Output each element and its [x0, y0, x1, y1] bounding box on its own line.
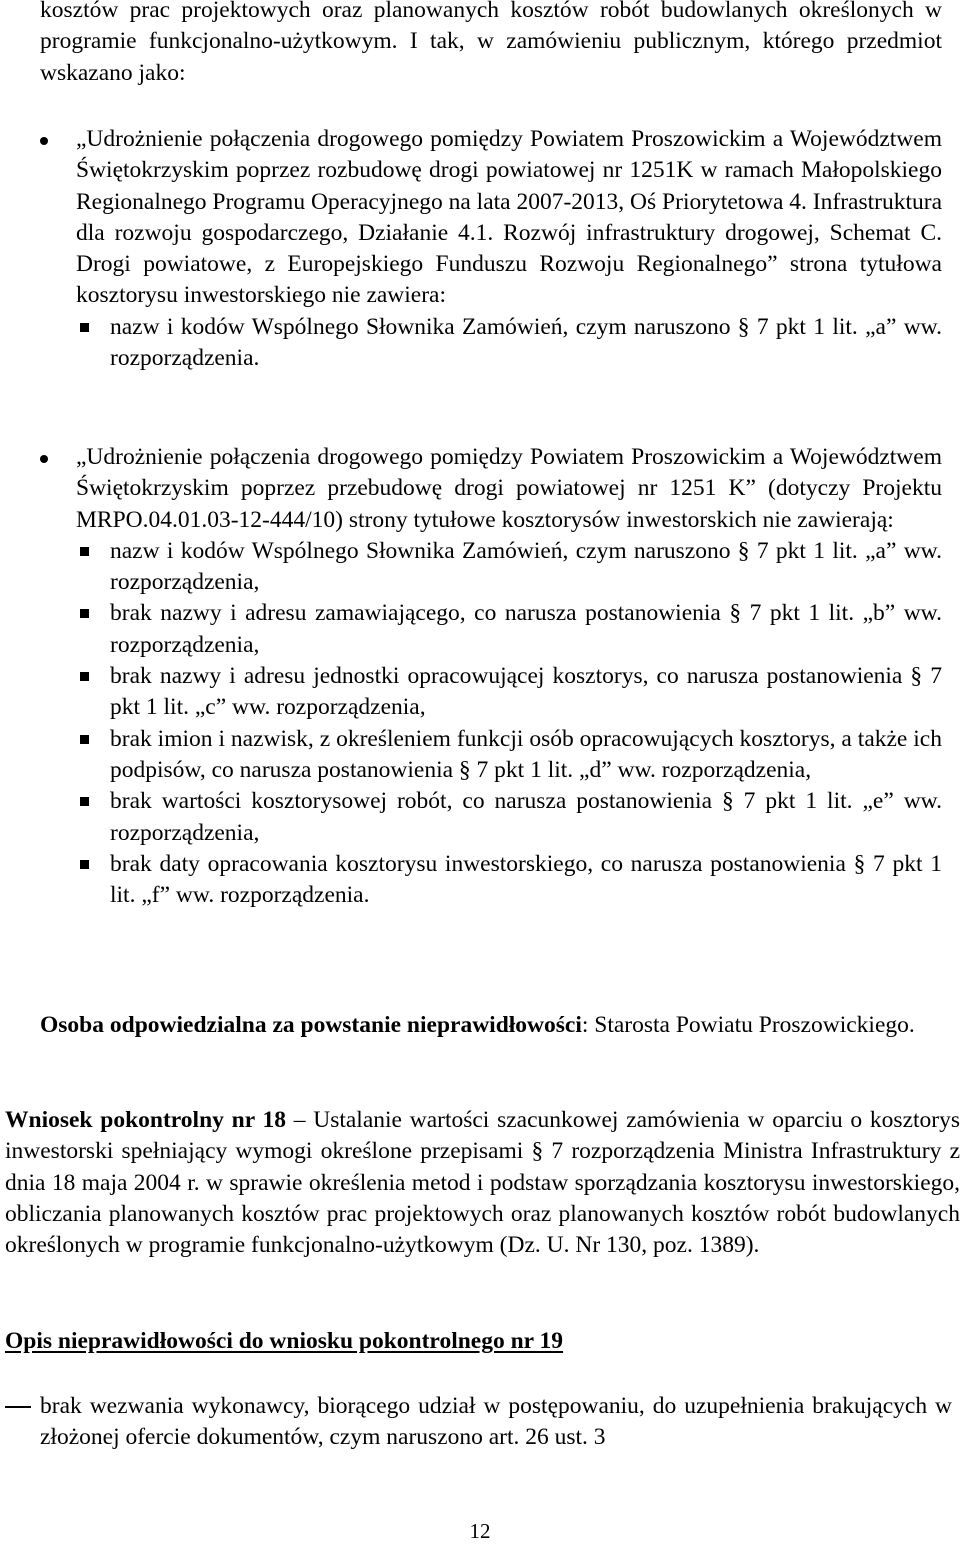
square-bullet-icon — [80, 735, 89, 744]
dash-list-item-text: brak wezwania wykonawcy, biorącego udział w postępowaniu, do uzupełnienia brakujących w złożonej ofercie dokumentów, czym naruszono art. 26 ust. 3 — [40, 1393, 952, 1451]
bullet-item-2-text: „Udrożnienie połączenia drogowego pomiędzy Powiatem Proszowickim a Województwem Świętokrzyskim poprzez przebudowę drogi powiatowej nr 1251 K” (dotyczy Projektu MRPO.04.01.03-12-444/10) strony tytułowe kosztorysów inwestorskich nie zawierają: — [76, 444, 942, 533]
sublist-item — [76, 536, 942, 599]
sublist-item-text: brak nazwy i adresu zamawiającego, co narusza postanowienia § 7 pkt 1 lit. „b” ww. rozporządzenia, — [110, 600, 942, 658]
bullet-section-1 — [40, 124, 942, 374]
responsible-person-paragraph — [40, 1010, 960, 1041]
recommendation-label: Wniosek pokontrolny nr 18 — [5, 1107, 286, 1133]
sublist-item — [76, 661, 942, 724]
sublist-item — [76, 598, 942, 661]
dash-bullet-icon — [5, 1406, 31, 1408]
responsible-text: : Starosta Powiatu Proszowickiego. — [581, 1012, 915, 1038]
recommendation-paragraph — [5, 1105, 960, 1261]
sublist-item — [76, 786, 942, 849]
page-number: 12 — [469, 1519, 491, 1543]
sublist-item — [76, 724, 942, 787]
section-heading: Opis nieprawidłowości do wniosku pokontrolnego nr 19 — [5, 1328, 564, 1354]
bullet-item-1 — [40, 124, 942, 374]
recommendation-text: – Ustalanie wartości szacunkowej zamówienia w oparciu o kosztorys inwestorski spełniający wymogi określone przepisami § 7 rozporządzenia Ministra Infrastruktury z dnia 18 maja 2004 r. w sprawie określenia metod i podstaw sporządzania kosztorysu inwestorskiego, obliczania planowanych kosztów prac projektowych oraz planowanych kosztów robót budowlanych określonych w programie funkcjonalno-użytkowym (Dz. U. Nr 130, poz. 1389). — [5, 1107, 960, 1259]
square-bullet-icon — [80, 860, 89, 869]
bullet-item-1-sublist — [76, 312, 942, 375]
sublist-item-text: brak nazwy i adresu jednostki opracowującej kosztorys, co narusza postanowienia § 7 pkt 1 lit. „c” ww. rozporządzenia, — [110, 663, 942, 721]
dash-list-item — [5, 1391, 952, 1454]
bullet-icon — [40, 455, 48, 463]
sublist-item-text: nazw i kodów Wspólnego Słownika Zamówień, czym naruszono § 7 pkt 1 lit. „a” ww. rozporządzenia. — [110, 313, 942, 372]
bullet-item-2-sublist — [76, 536, 942, 912]
square-bullet-icon — [80, 672, 89, 681]
sublist-item — [76, 312, 942, 375]
bullet-section-2 — [40, 442, 942, 911]
bullet-item-2 — [40, 442, 942, 911]
sublist-item-text: brak daty opracowania kosztorysu inwestorskiego, co narusza postanowienia § 7 pkt 1 lit. „f” ww. rozporządzenia. — [110, 850, 942, 909]
sublist-item — [76, 849, 942, 912]
square-bullet-icon — [80, 547, 89, 556]
sublist-item-text: brak wartości kosztorysowej robót, co narusza postanowienia § 7 pkt 1 lit. „e” ww. rozporządzenia, — [110, 788, 942, 846]
bullet-icon — [40, 137, 48, 145]
square-bullet-icon — [80, 609, 89, 618]
sublist-item-text: nazw i kodów Wspólnego Słownika Zamówień, czym naruszono § 7 pkt 1 lit. „a” ww. rozporządzenia, — [110, 537, 942, 596]
responsible-label: Osoba odpowiedzialna za powstanie nieprawidłowości — [40, 1012, 582, 1038]
square-bullet-icon — [80, 797, 89, 806]
sublist-item-text: brak imion i nazwisk, z określeniem funkcji osób opracowujących kosztorys, a także ich podpisów, co narusza postanowienia § 7 pkt 1 lit. „d” ww. rozporządzenia, — [110, 725, 942, 783]
intro-paragraph: kosztów prac projektowych oraz planowanych kosztów robót budowlanych określonych w programie funkcjonalno-użytkowym. I tak, w zamówieniu publicznym, którego przedmiot wskazano jako: — [40, 0, 942, 86]
bullet-item-1-text: „Udrożnienie połączenia drogowego pomiędzy Powiatem Proszowickim a Województwem Świętokrzyskim poprzez rozbudowę drogi powiatowej nr 1251K w ramach Małopolskiego Regionalnego Programu Operacyjnego na lata 2007-2013, Oś Priorytetowa 4. Infrastruktura dla rozwoju gospodarczego, Działanie 4.1. Rozwój infrastruktury drogowej, Schemat C. Drogi powiatowe, z Europejskiego Funduszu Rozwoju Regionalnego” strona tytułowa kosztorysu inwestorskiego nie zawiera: — [76, 126, 943, 309]
square-bullet-icon — [80, 323, 89, 332]
